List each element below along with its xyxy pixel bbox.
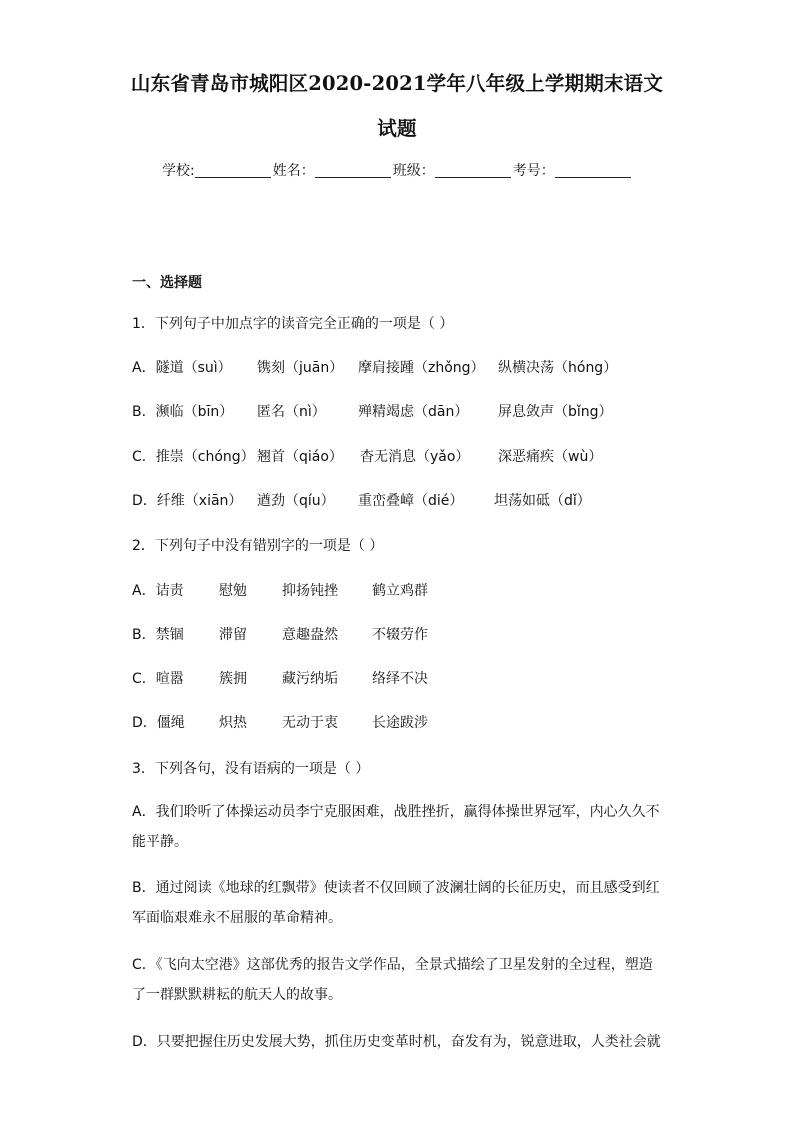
school-blank — [195, 163, 271, 178]
number-label: 考号： — [512, 163, 555, 179]
q3-option-a: A．我们聆听了体操运动员李宁克服困难，战胜挫折，赢得体操世界冠军，内心久久不能平静。 — [132, 804, 660, 850]
option-item: 不辍劳作 — [372, 627, 428, 643]
q3-option-d: D．只要把握住历史发展大势，抓住历史变革时机，奋发有为，锐意进取，人类社会就 — [132, 1034, 661, 1050]
option-item: B．禁锢 — [132, 627, 184, 643]
option-item: 长途跋涉 — [372, 715, 428, 731]
option-item: 遒劲（qíu） — [257, 493, 335, 509]
option-item: 殚精竭虑（dān） — [358, 404, 469, 420]
option-item: 镌刻（juān） — [257, 360, 344, 376]
option-item: 络绎不决 — [372, 671, 428, 687]
option-item: 藏污纳垢 — [282, 671, 338, 687]
number-blank — [555, 163, 631, 178]
option-item: D．纤维（xiān） — [132, 493, 243, 509]
option-item: A．诘责 — [132, 583, 184, 599]
option-item: 纵横决荡（hóng） — [498, 360, 618, 376]
name-blank — [315, 163, 391, 178]
title-line-2: 试题 — [377, 117, 417, 140]
option-item: 摩肩接踵（zhǒng） — [358, 360, 485, 376]
option-item: 深恶痛疾（wù） — [498, 449, 603, 465]
option-item: 杳无消息（yǎo） — [360, 449, 470, 465]
option-item: C．推崇（chóng） — [132, 449, 255, 465]
option-item: 屏息敛声（bǐng） — [498, 404, 613, 420]
option-item: D．僵绳 — [132, 715, 185, 731]
option-item: 慰勉 — [219, 583, 247, 599]
option-item: 鹤立鸡群 — [372, 583, 428, 599]
q2-stem: 2．下列句子中没有错别字的一项是（ ） — [132, 538, 384, 554]
q1-stem: 1．下列句子中加点字的读音完全正确的一项是（ ） — [132, 316, 454, 332]
option-item: 意趣盎然 — [282, 627, 338, 643]
option-item: C．喧嚣 — [132, 671, 184, 687]
class-blank — [435, 163, 511, 178]
q3-option-b: B．通过阅读《地球的红飘带》使读者不仅回顾了波澜壮阔的长征历史，而且感受到红军面临艰难永不屈服的革命精神。 — [132, 880, 660, 926]
option-item: B．濒临（bīn） — [132, 404, 234, 420]
option-item: 抑扬钝挫 — [282, 583, 338, 599]
option-item: 坦荡如砥（dǐ） — [494, 493, 591, 509]
section-heading: 一、选择题 — [132, 275, 202, 291]
title-line-1: 山东省青岛市城阳区2020-2021学年八年级上学期期末语文 — [130, 72, 664, 95]
name-label: 姓名： — [272, 163, 315, 179]
option-item: 簇拥 — [219, 671, 247, 687]
option-item: 滞留 — [219, 627, 247, 643]
option-item: 匿名（nì） — [257, 404, 326, 420]
option-item: 重峦叠嶂（dié） — [358, 493, 464, 509]
option-item: A．隧道（suì） — [132, 360, 232, 376]
option-item: 无动于衷 — [282, 715, 338, 731]
option-item: 翘首（qiáo） — [257, 449, 343, 465]
school-label: 学校: — [162, 163, 195, 179]
option-item: 炽热 — [219, 715, 247, 731]
q3-stem: 3．下列各句，没有语病的一项是（ ） — [132, 761, 370, 777]
student-info-row — [162, 160, 633, 180]
q3-option-c: C．《飞向太空港》这部优秀的报告文学作品，全景式描绘了卫星发射的全过程，塑造了一群默默耕耘的航天人的故事。 — [132, 957, 653, 1003]
class-label: 班级： — [392, 163, 435, 179]
